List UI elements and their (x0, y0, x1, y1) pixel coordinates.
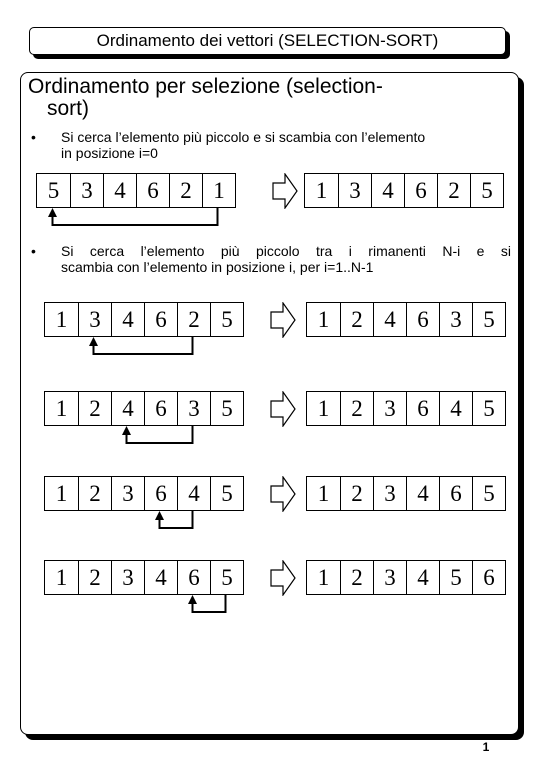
array-cell: 6 (144, 303, 177, 336)
bullet1-line1: Si cerca l’elemento più piccolo e si scambia con l’elemento (61, 129, 426, 145)
array-cell: 1 (55, 395, 68, 421)
slide-heading-line1: Ordinamento per selezione (selection- (28, 75, 383, 98)
array-cell: 2 (177, 303, 210, 336)
array-cell: 5 (470, 174, 503, 207)
bullet2-line1: Si cerca l’elemento più piccolo tra i rimanenti N-i e si (61, 243, 511, 259)
array-before-3 (44, 476, 244, 511)
array-cell: 4 (144, 561, 177, 594)
array-cell: 6 (144, 392, 177, 425)
array-cell: 3 (373, 392, 406, 425)
array-cell: 1 (55, 480, 68, 506)
array-cell: 5 (472, 477, 505, 510)
array-cell: 5 (210, 477, 243, 510)
array-cell: 5 (47, 177, 60, 203)
array-cell: 3 (439, 303, 472, 336)
array-cell: 3 (111, 477, 144, 510)
array-cell: 2 (340, 477, 373, 510)
array-cell: 5 (439, 561, 472, 594)
array-cell: 4 (373, 303, 406, 336)
array-after-2 (306, 391, 506, 426)
array-cell: 5 (210, 561, 243, 594)
array-before-1 (44, 302, 244, 337)
right-block-arrow-icon (272, 173, 298, 209)
array-cell: 1 (55, 306, 68, 332)
array-cell: 6 (144, 477, 177, 510)
page-title (29, 27, 506, 55)
right-block-arrow-icon (270, 391, 296, 427)
array-cell: 6 (472, 561, 505, 594)
array-cell: 4 (439, 392, 472, 425)
array-cell: 4 (406, 561, 439, 594)
array-cell: 2 (437, 174, 470, 207)
array-cell: 6 (439, 477, 472, 510)
array-cell: 2 (340, 303, 373, 336)
right-block-arrow-icon (270, 476, 296, 512)
array-cell: 1 (317, 306, 330, 332)
array-cell: 6 (177, 561, 210, 594)
array-cell: 6 (404, 174, 437, 207)
array-after-0 (304, 173, 504, 208)
swap-bracket-icon (0, 208, 540, 248)
right-block-arrow-icon (270, 560, 296, 596)
array-cell: 3 (78, 303, 111, 336)
array-cell: 2 (78, 561, 111, 594)
swap-bracket-icon (0, 595, 540, 635)
bullet2-line2: scambia con l’elemento in posizione i, per i=1..N-1 (61, 259, 374, 275)
array-cell: 2 (340, 392, 373, 425)
array-cell: 3 (177, 392, 210, 425)
array-before-0 (36, 173, 236, 208)
array-cell: 5 (210, 392, 243, 425)
array-cell: 3 (111, 561, 144, 594)
page-title-text: Ordinamento dei vettori (SELECTION-SORT) (96, 31, 439, 50)
array-cell: 3 (338, 174, 371, 207)
array-cell: 3 (373, 477, 406, 510)
array-before-2 (44, 391, 244, 426)
array-cell: 6 (136, 174, 169, 207)
array-before-4 (44, 560, 244, 595)
array-cell: 6 (406, 303, 439, 336)
array-cell: 1 (55, 564, 68, 590)
array-cell: 1 (317, 564, 330, 590)
array-cell: 4 (111, 392, 144, 425)
array-after-3 (306, 476, 506, 511)
array-cell: 3 (70, 174, 103, 207)
array-cell: 2 (169, 174, 202, 207)
array-cell: 4 (177, 477, 210, 510)
array-cell: 2 (78, 392, 111, 425)
array-cell: 1 (317, 395, 330, 421)
swap-bracket-icon (0, 337, 540, 377)
bullet-text-1 (61, 129, 516, 161)
bullet1-line2: in posizione i=0 (61, 145, 158, 161)
array-cell: 4 (406, 477, 439, 510)
array-cell: 3 (373, 561, 406, 594)
array-cell: 5 (210, 303, 243, 336)
slide-heading (28, 76, 498, 120)
array-after-1 (306, 302, 506, 337)
array-cell: 4 (103, 174, 136, 207)
array-cell: 1 (317, 480, 330, 506)
right-block-arrow-icon (270, 302, 296, 338)
array-cell: 2 (340, 561, 373, 594)
array-cell: 2 (78, 477, 111, 510)
swap-bracket-icon (0, 426, 540, 466)
array-after-4 (306, 560, 506, 595)
array-cell: 6 (406, 392, 439, 425)
page-number: 1 (482, 740, 490, 754)
array-cell: 5 (472, 303, 505, 336)
bullet-marker-1: • (31, 129, 36, 145)
swap-bracket-icon (0, 511, 540, 551)
array-cell: 4 (111, 303, 144, 336)
slide-heading-line2: sort) (47, 97, 89, 120)
array-cell: 1 (202, 174, 235, 207)
array-cell: 1 (315, 177, 328, 203)
array-cell: 4 (371, 174, 404, 207)
bullet-marker-2: • (31, 243, 36, 259)
array-cell: 5 (472, 392, 505, 425)
